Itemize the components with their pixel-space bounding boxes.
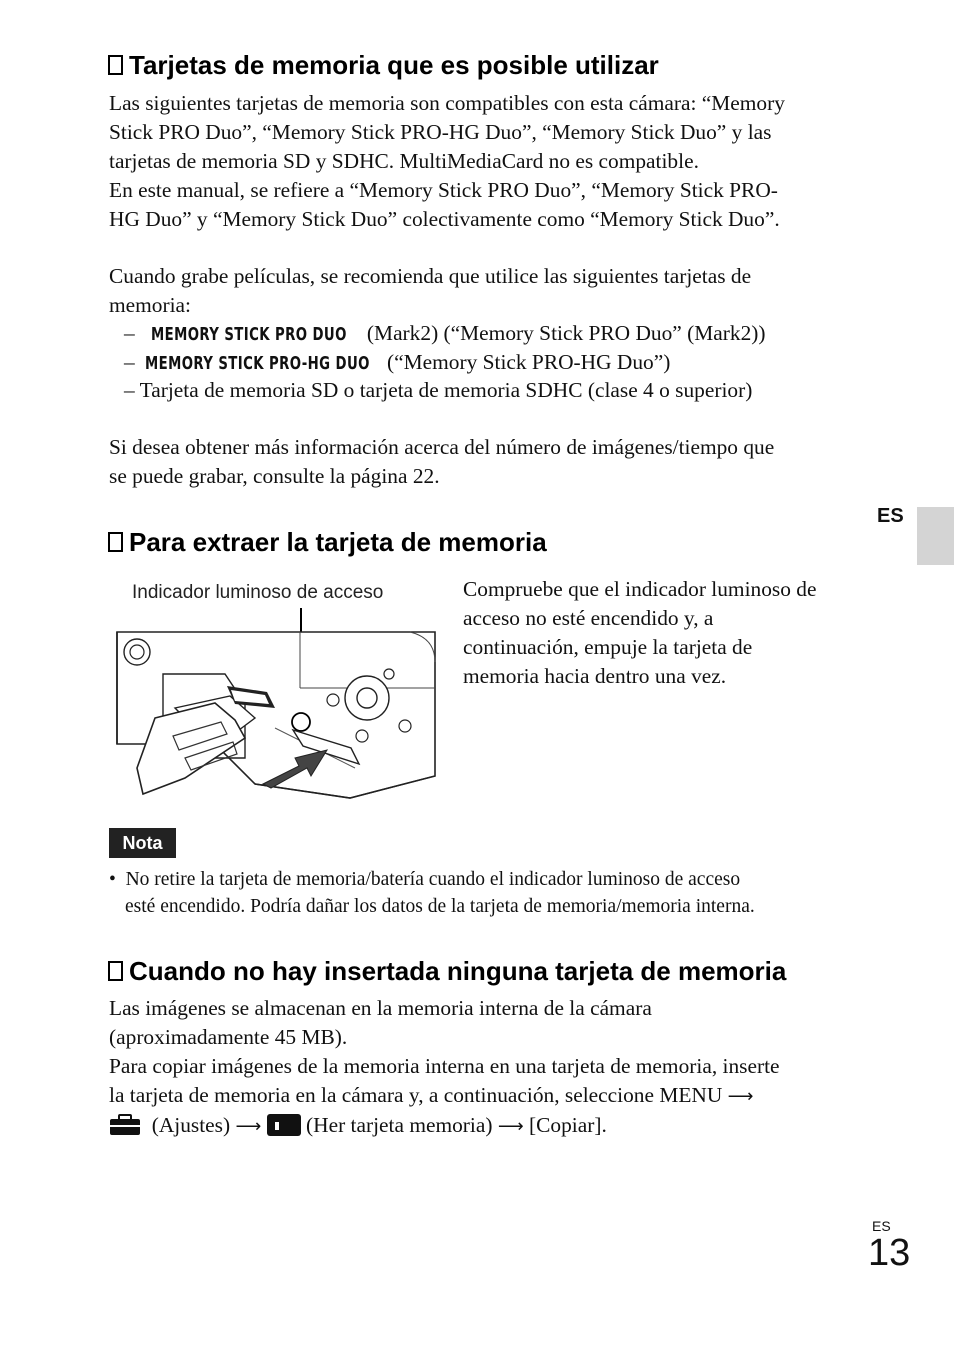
paragraph-compatibility: Las siguientes tarjetas de memoria son compatibles con esta cámara: “Memory Stick PRO Duo”, “Memory Stick PRO-HG Duo”, “Memory Stick Duo” y las tarjetas de memoria SD y SDHC. MultiMediaCard no es compatible. En este manual, se refiere a “Memory Stick PRO Duo”, “Memory Stick PRO- HG Duo” y “Memory Stick Duo” colectivamente como “Memory Stick Duo”. (109, 91, 785, 231)
language-tab (917, 507, 954, 565)
list-item: – Tarjeta de memoria SD o tarjeta de memoria SDHC (clase 4 o superior) (124, 378, 753, 402)
arrow-right-icon: ⟶ (497, 1116, 524, 1137)
heading-marker-icon (108, 961, 123, 981)
arrow-right-icon: ⟶ (235, 1116, 262, 1137)
figure-callout-label: Indicador luminoso de acceso (132, 582, 384, 603)
note-label: Nota (109, 828, 176, 858)
paragraph-more-info: Si desea obtener más información acerca del número de imágenes/tiempo que se puede grabar, consulte la página 22. (109, 435, 775, 488)
memory-stick-pro-duo-logo: MEMORY STICK PRO DUO (150, 324, 347, 345)
list-item: – MEMORY STICK PRO-HG DUO (“Memory Stick PRO-HG Duo”) (124, 348, 670, 378)
heading-marker-icon (108, 55, 123, 75)
heading-marker-icon (108, 532, 123, 552)
memory-card-tool-icon (267, 1114, 301, 1136)
toolbox-settings-icon (109, 1114, 141, 1136)
camera-card-removal-illustration (115, 608, 437, 804)
page-number: 13 (868, 1232, 911, 1274)
section-heading-usable-cards: Tarjetas de memoria que es posible utilizar (108, 50, 659, 80)
language-tab-label: ES (877, 505, 904, 527)
list-item: – MEMORY STICK PRO DUO (Mark2) (“Memory Stick PRO Duo” (Mark2)) (124, 319, 766, 349)
paragraph-recording-recommendation: Cuando grabe películas, se recomienda que utilice las siguientes tarjetas de memoria: (109, 264, 752, 317)
section-heading-remove-card: Para extraer la tarjeta de memoria (108, 527, 547, 557)
note-bullet: • No retire la tarjeta de memoria/batería cuando el indicador luminoso de acceso esté encendido. Podría dañar los datos de la tarjeta de memoria/memoria interna. (109, 869, 755, 917)
arrow-right-icon: ⟶ (727, 1086, 754, 1107)
memory-stick-pro-hg-duo-logo: MEMORY STICK PRO-HG DUO (145, 353, 371, 374)
page-language-label: ES (872, 1218, 891, 1234)
paragraph-remove-instructions: Compruebe que el indicador luminoso de acceso no esté encendido y, a continuación, empuje la tarjeta de memoria hacia dentro una vez. (463, 577, 817, 688)
paragraph-internal-memory: Las imágenes se almacenan en la memoria interna de la cámara (aproximadamente 45 MB). Para copiar imágenes de la memoria interna en una tarjeta de memoria, inserte la tarjeta de memoria en la cámara y, a continuación, seleccione MENU ⟶ (Ajustes) ⟶ (Her tarjeta memoria) ⟶ [Copiar]. (109, 996, 780, 1137)
section-heading-no-card: Cuando no hay insertada ninguna tarjeta de memoria (108, 956, 786, 986)
